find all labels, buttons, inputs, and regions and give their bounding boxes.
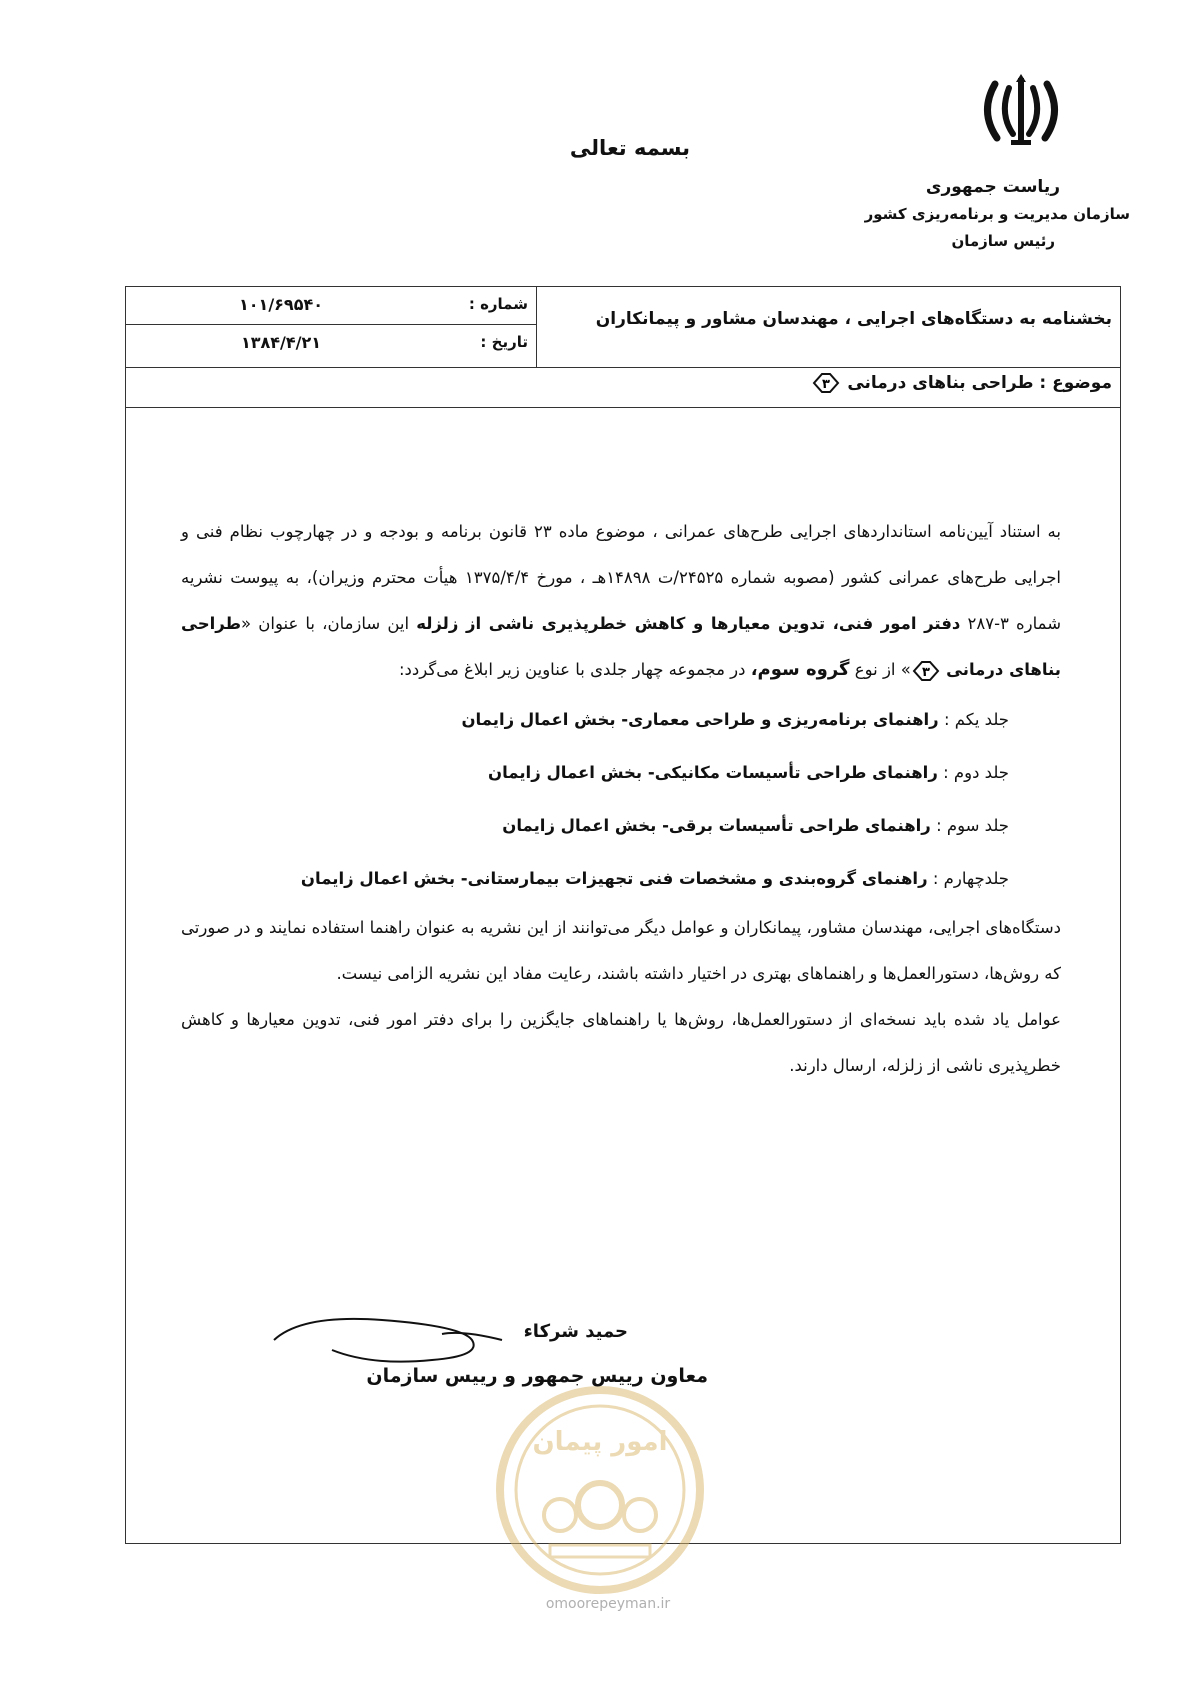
basmala-heading: بسمه تعالی [569, 136, 691, 160]
ministry-title: سازمان مدیریت و برنامه‌ریزی کشور [864, 205, 1130, 223]
website-watermark: omoorepeyman.ir [545, 1596, 671, 1612]
handwritten-signature [262, 1310, 512, 1380]
p1-badge-number: ۳ [921, 664, 930, 680]
date-value: ۱۳۸۴/۴/۲۱ [240, 333, 322, 352]
p1-group: گروه سوم، [750, 659, 850, 680]
p1-mid: این سازمان، با عنوان « [241, 614, 410, 633]
p1-office: دفتر امور فنی، تدوین معیارها و کاهش خطرپذیری ناشی از زلزله [416, 614, 961, 633]
volume-item: جلد سوم : راهنمای طراحی تأسیسات برقی- بخش اعمال زایمان [502, 816, 1009, 835]
paragraph-1 [181, 509, 1061, 693]
subject-badge-number: ۳ [822, 377, 831, 392]
p1-start: به استناد آیین‌نامه استانداردهای اجرایی طرح‌های عمرانی ، موضوع ماده ۲۳ قانون برنامه و بودجه و در چهارچوب نظام فنی و اجرایی طرح‌های عمرانی کشور (مصوبه شماره ۲۴۵۲۵/ت ۱۴۸۹۸هـ ، مورخ ۱۳۷۵/۴/۴ هیأت محترم وزیران)، به پیوست نشریه شماره ۳-۲۸۷ [181, 522, 1062, 633]
divider [126, 324, 536, 325]
svg-text:امور پیمان: امور پیمان [532, 1427, 668, 1457]
diamond-badge-icon [811, 371, 841, 395]
paragraph-3: عوامل یاد شده باید نسخه‌ای از دستورالعمل‌ها، روش‌ها یا راهنماهای جایگزین را برای دفتر امور فنی، تدوین معیارها و کاهش خطرپذیری ناشی از زلزله، ارسال دارند. [181, 1010, 1061, 1075]
divider [536, 287, 537, 367]
divider [126, 407, 1120, 408]
p1-end: در مجموعه چهار جلدی با عناوین زیر ابلاغ می‌گردد: [398, 660, 746, 679]
volume-item: جلد یکم : راهنمای برنامه‌ریزی و طراحی معماری- بخش اعمال زایمان [461, 710, 1009, 729]
number-value: ۱۰۱/۶۹۵۴۰ [239, 295, 323, 314]
head-title: رئیس سازمان [951, 232, 1055, 250]
letter-body [181, 509, 1061, 1089]
volume-item: جلد دوم : راهنمای طراحی تأسیسات مکانیکی- بخش اعمال زایمان [488, 763, 1009, 782]
organization-header [800, 174, 1130, 255]
subject-line [626, 371, 1112, 395]
p1-after-title: » از نوع [854, 660, 911, 679]
diamond-badge-icon [911, 659, 941, 683]
volume-item: جلدچهارم : راهنمای گروه‌بندی و مشخصات فنی تجهیزات بیمارستانی- بخش اعمال زایمان [300, 869, 1009, 888]
p1-title: طراحی بناهای درمانی [181, 614, 1061, 679]
signer-name: حمید شرکاء [523, 1321, 628, 1342]
number-label: شماره : [468, 295, 528, 313]
presidency-title: ریاست جمهوری [925, 177, 1060, 197]
paragraph-2: دستگاه‌های اجرایی، مهندسان مشاور، پیمانکاران و عوامل دیگر می‌توانند از این نشریه به عنوان راهنما استفاده نمایند و در صورتی که روش‌ها، دستورالعمل‌ها و راهنماهای بهتری در اختیار داشته باشند، رعایت مفاد این نشریه الزامی نیست. [181, 918, 1061, 983]
stamp-seal [490, 1380, 710, 1600]
divider [126, 367, 1120, 368]
date-label: تاریخ : [480, 333, 528, 351]
signer-title: معاون رییس جمهور و رییس سازمان [366, 1365, 708, 1387]
circular-recipients: بخشنامه به دستگاه‌های اجرایی ، مهندسان مشاور و پیمانکاران [595, 309, 1112, 329]
iran-emblem-icon [975, 72, 1067, 152]
subject-text: موضوع : طراحی بناهای درمانی [847, 373, 1112, 393]
